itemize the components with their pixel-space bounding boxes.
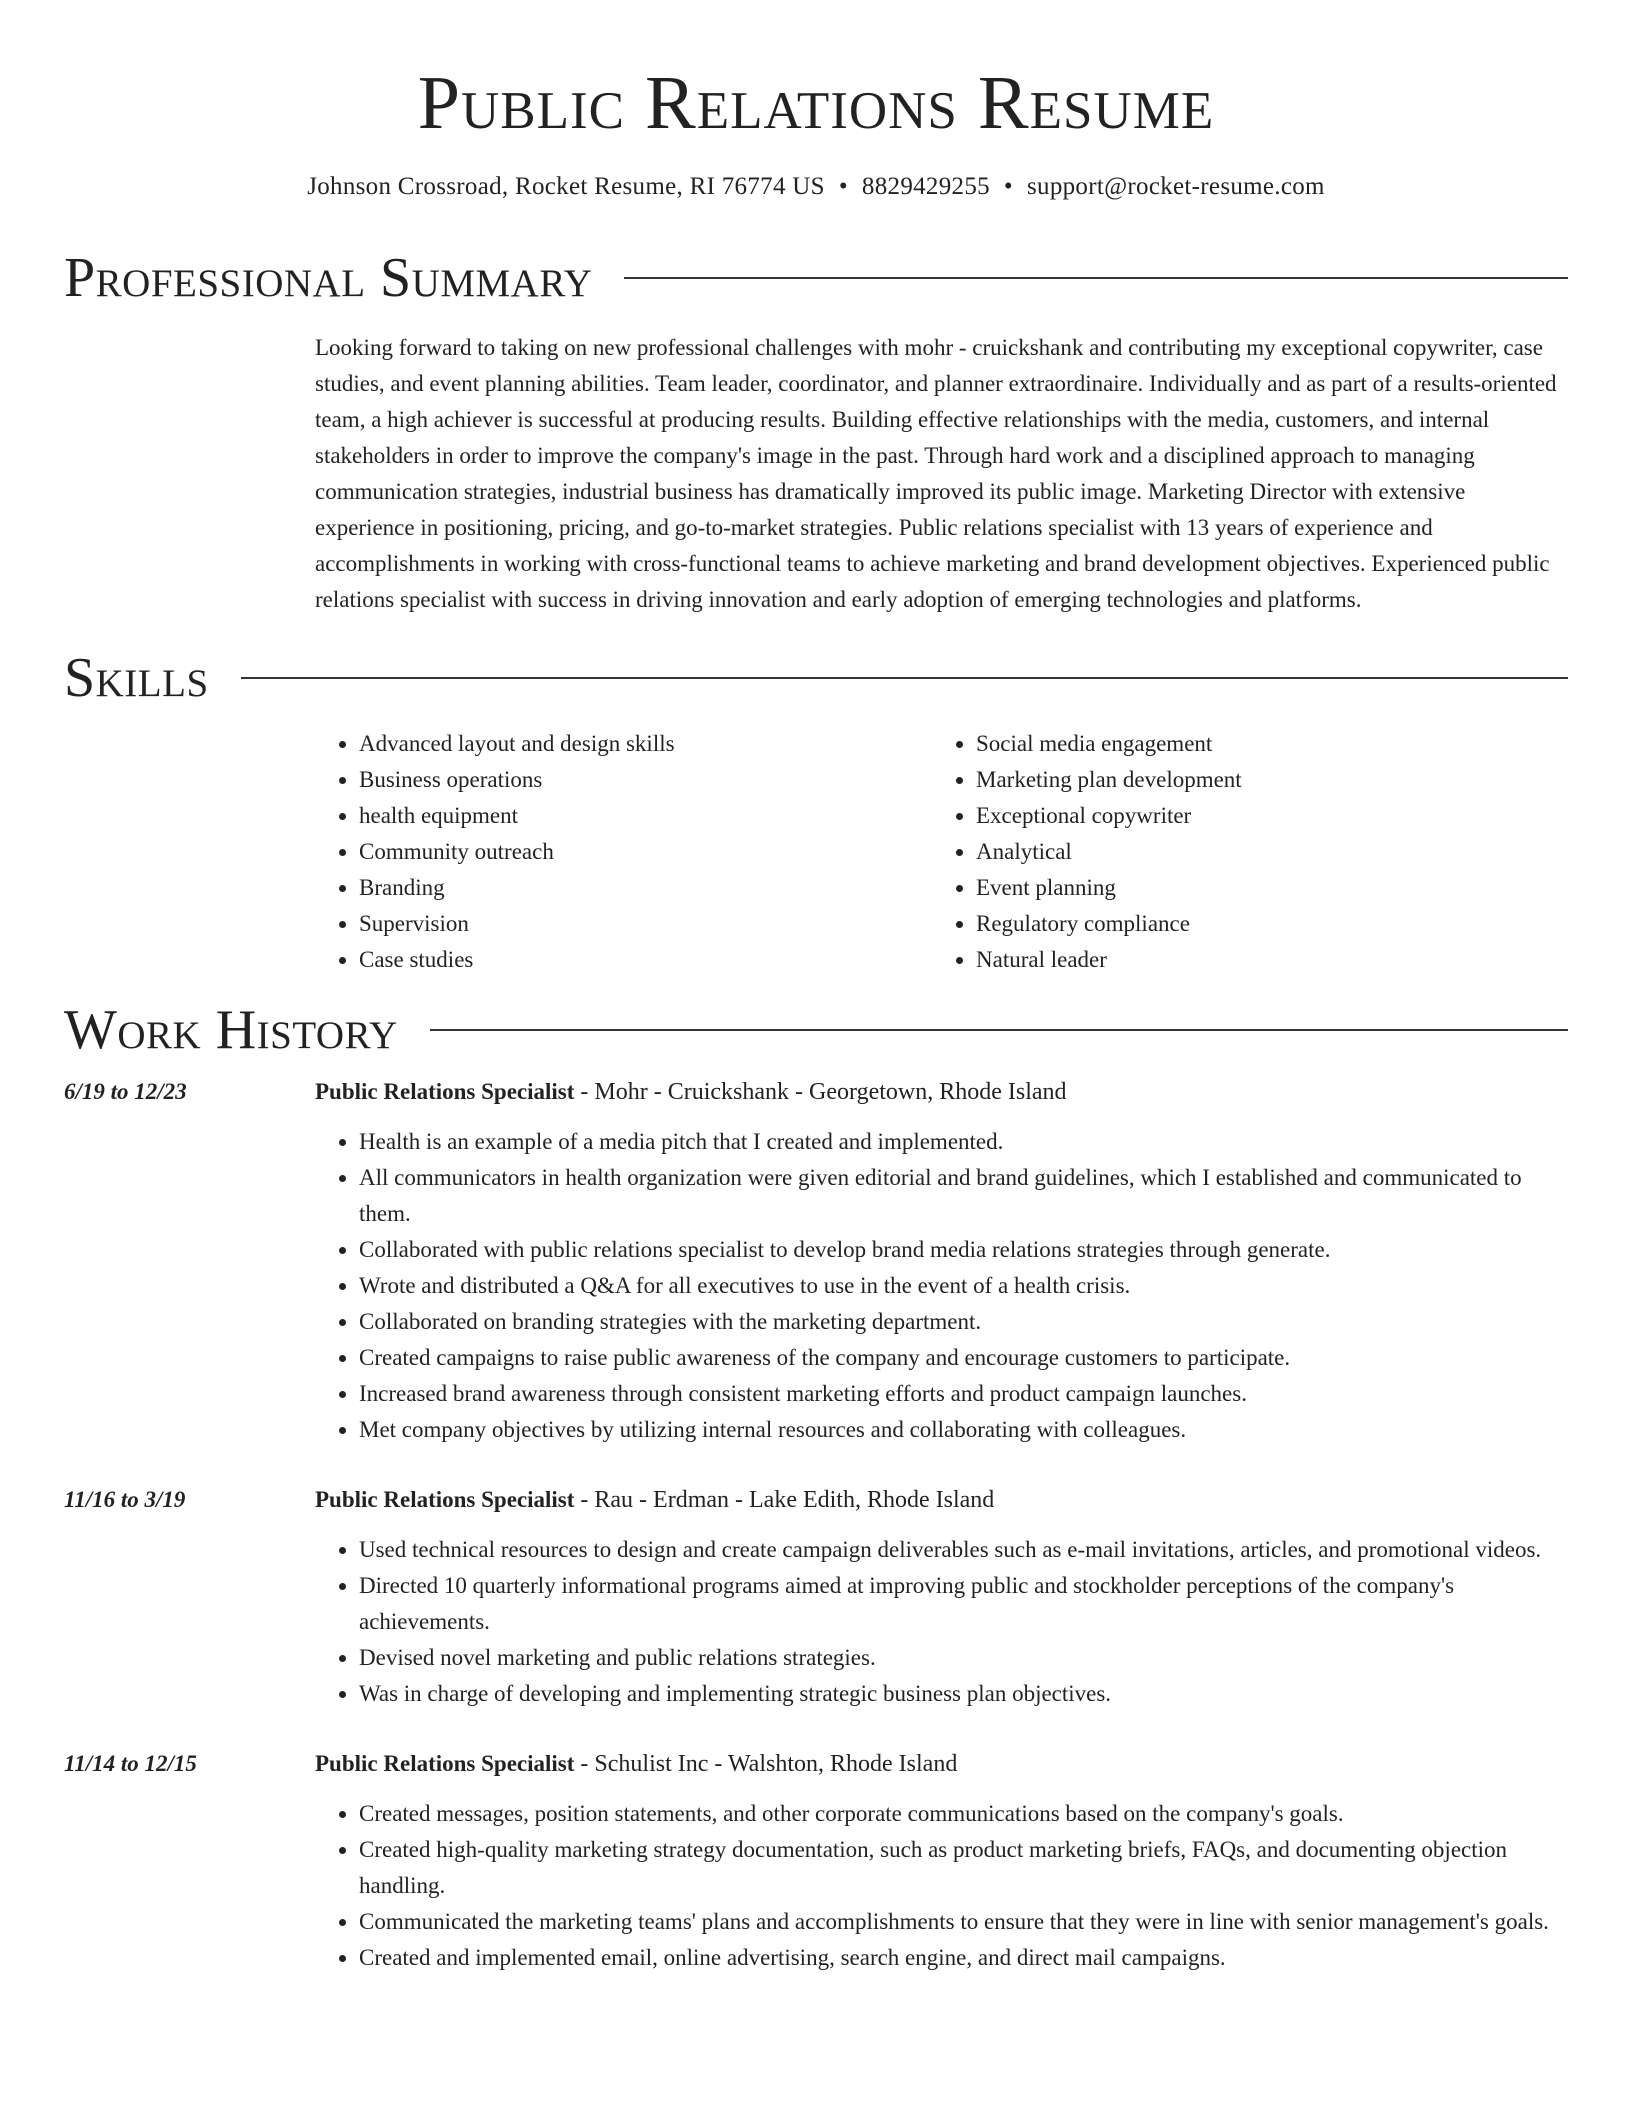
section-title: Work History <box>64 999 398 1061</box>
skill-item: • Community outreach <box>359 834 932 870</box>
section-divider <box>430 1029 1568 1031</box>
job-bullet: • Created and implemented email, online advertising, search engine, and direct mail campaigns. <box>359 1940 1568 1976</box>
work-history-heading <box>64 998 1568 1062</box>
contact-phone: 8829429255 <box>861 173 990 200</box>
job-dates: 6/19 to 12/23 <box>64 1079 187 1104</box>
job-body <box>315 1482 1568 1712</box>
job-title: Public Relations Specialist <box>315 1487 575 1512</box>
job-dates: 11/14 to 12/15 <box>64 1751 197 1776</box>
job-bullet: • Devised novel marketing and public relations strategies. <box>359 1640 1568 1676</box>
job-bullet: • Increased brand awareness through consistent marketing efforts and product campaign launches. <box>359 1376 1568 1412</box>
skill-item: • Supervision <box>359 906 932 942</box>
skills-heading <box>64 646 1568 710</box>
job-company-location: - Schulist Inc - Walshton, Rhode Island <box>574 1751 958 1777</box>
job-body <box>315 1746 1568 1976</box>
job-bullet: • Communicated the marketing teams' plans and accomplishments to ensure that they were in line with senior management's goals. <box>359 1904 1568 1940</box>
job-entry <box>64 1482 1568 1712</box>
job-dates: 11/16 to 3/19 <box>64 1487 186 1512</box>
contact-address: Johnson Crossroad, Rocket Resume, RI 76774 US <box>307 173 825 200</box>
summary-text: Looking forward to taking on new professional challenges with mohr - cruickshank and contributing my exceptional copywriter, case studies, and event planning abilities. Team leader, coordinator, and planner extraordinaire. Individually and as part of a results-oriented team, a high achiever is successful at producing results. Building effective relationships with the media, customers, and internal stakeholders in order to improve the company's image in the past. Through hard work and a disciplined approach to managing communication strategies, industrial business has dramatically improved its public image. Marketing Director with extensive experience in positioning, pricing, and go-to-market strategies. Public relations specialist with 13 years of experience and accomplishments in working with cross-functional teams to achieve marketing and brand development objectives. Experienced public relations specialist with success in driving innovation and early adoption of emerging technologies and platforms. <box>315 335 1557 612</box>
section-title: Professional Summary <box>64 247 593 309</box>
section-title: Skills <box>64 647 209 709</box>
skill-item: • Business operations <box>359 762 932 798</box>
skill-item: • Analytical <box>976 834 1549 870</box>
job-bullets <box>315 1532 1568 1712</box>
job-title-line <box>315 1746 1568 1782</box>
skill-item: • Branding <box>359 870 932 906</box>
job-title-line <box>315 1074 1568 1110</box>
contact-line <box>64 172 1568 202</box>
job-bullet: • Used technical resources to design and create campaign deliverables such as e-mail invitations, articles, and promotional videos. <box>359 1532 1568 1568</box>
skill-item: • Advanced layout and design skills <box>359 726 932 762</box>
contact-separator: • <box>1003 173 1013 200</box>
skill-item: • Natural leader <box>976 942 1549 978</box>
professional-summary-heading <box>64 246 1568 310</box>
skill-item: • Social media engagement <box>976 726 1549 762</box>
job-bullet: • Collaborated with public relations specialist to develop brand media relations strategies through generate. <box>359 1232 1568 1268</box>
resume-title: Public Relations Resume <box>417 61 1215 145</box>
job-title-line <box>315 1482 1568 1518</box>
job-bullet: • Health is an example of a media pitch that I created and implemented. <box>359 1124 1568 1160</box>
skills-column-right <box>932 726 1549 978</box>
job-title: Public Relations Specialist <box>315 1079 575 1104</box>
job-company-location: - Mohr - Cruickshank - Georgetown, Rhode Island <box>574 1079 1067 1105</box>
job-bullets <box>315 1124 1568 1448</box>
job-bullet: • Collaborated on branding strategies with the marketing department. <box>359 1304 1568 1340</box>
job-title: Public Relations Specialist <box>315 1751 575 1776</box>
job-bullet: • Created high-quality marketing strategy documentation, such as product marketing briefs, FAQs, and documenting objection handling. <box>359 1832 1568 1904</box>
contact-separator: • <box>838 173 848 200</box>
job-bullet: • All communicators in health organization were given editorial and brand guidelines, which I established and communicated to them. <box>359 1160 1568 1232</box>
job-bullet: • Directed 10 quarterly informational programs aimed at improving public and stockholder perceptions of the company's achievements. <box>359 1568 1568 1640</box>
job-bullet: • Wrote and distributed a Q&A for all executives to use in the event of a health crisis. <box>359 1268 1568 1304</box>
job-bullet: • Was in charge of developing and implementing strategic business plan objectives. <box>359 1676 1568 1712</box>
job-body <box>315 1074 1568 1448</box>
job-entry <box>64 1074 1568 1448</box>
skill-item: • Event planning <box>976 870 1549 906</box>
resume-page <box>64 0 1568 1976</box>
skills-column-left <box>315 726 932 978</box>
skill-item: • Case studies <box>359 942 932 978</box>
skill-item: • Exceptional copywriter <box>976 798 1549 834</box>
section-divider <box>624 277 1568 279</box>
job-entry <box>64 1746 1568 1976</box>
job-bullet: • Met company objectives by utilizing internal resources and collaborating with colleagues. <box>359 1412 1568 1448</box>
section-divider <box>241 677 1568 679</box>
job-company-location: - Rau - Erdman - Lake Edith, Rhode Island <box>574 1487 995 1513</box>
contact-email: support@rocket-resume.com <box>1026 173 1325 200</box>
skills-list <box>315 726 1568 978</box>
skill-item: • Marketing plan development <box>976 762 1549 798</box>
skill-item: • Regulatory compliance <box>976 906 1549 942</box>
job-bullets <box>315 1796 1568 1976</box>
job-bullet: • Created messages, position statements, and other corporate communications based on the company's goals. <box>359 1796 1568 1832</box>
skill-item: • health equipment <box>359 798 932 834</box>
job-bullet: • Created campaigns to raise public awareness of the company and encourage customers to participate. <box>359 1340 1568 1376</box>
